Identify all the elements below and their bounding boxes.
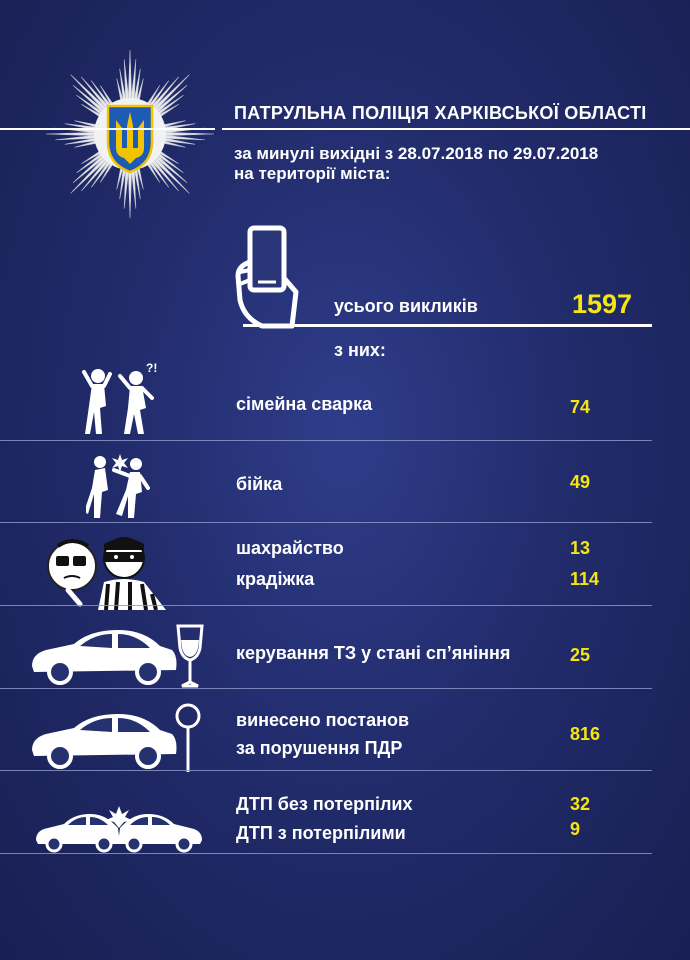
fight-icon <box>86 448 150 520</box>
row-label-theft: крадіжка <box>236 569 315 589</box>
row-divider <box>0 522 652 523</box>
row-label-crash-no-injuries: ДТП без потерпілих <box>236 794 413 814</box>
phone-hand-icon <box>232 222 304 332</box>
of-them-label: з них: <box>334 340 386 360</box>
row-label-violations-line1: винесено постанов <box>236 710 410 730</box>
row-value-fraud: 13 <box>570 538 591 558</box>
row-value-fight: 49 <box>570 472 591 492</box>
car-crash-icon <box>34 806 204 856</box>
road-sign-car-icon <box>28 702 208 774</box>
subtitle-period: за минулі вихідні з 28.07.2018 по 29.07.2018 <box>234 144 599 163</box>
row-label-drunk-driving: керування ТЗ у стані сп’яніння <box>236 643 511 663</box>
row-label-fraud: шахрайство <box>236 538 344 558</box>
total-divider <box>243 324 652 327</box>
row-label-fight: бійка <box>236 474 283 494</box>
row-value-crash-no-injuries: 32 <box>570 794 591 814</box>
quarrel-icon <box>82 362 162 438</box>
thief-icon <box>42 528 170 610</box>
total-calls-label: усього викликів <box>334 296 478 316</box>
subtitle-location: на території міста: <box>234 164 391 183</box>
row-value-crash-injuries: 9 <box>570 819 581 839</box>
row-divider <box>0 688 652 689</box>
police-star-emblem-icon <box>42 42 218 222</box>
row-value-drunk-driving: 25 <box>570 645 591 665</box>
header-line-right <box>222 128 690 130</box>
drunk-driving-icon <box>28 622 208 690</box>
row-label-violations-line2: за порушення ПДР <box>236 738 403 758</box>
total-calls-value: 1597 <box>572 289 633 319</box>
row-divider <box>0 770 652 771</box>
row-value-theft: 114 <box>570 569 600 589</box>
row-divider <box>0 605 652 606</box>
header-line-left <box>0 128 215 130</box>
row-divider <box>0 440 652 441</box>
row-value-violations: 816 <box>570 724 601 744</box>
row-divider <box>0 853 652 854</box>
page-title: ПАТРУЛЬНА ПОЛІЦІЯ ХАРКІВСЬКОЇ ОБЛАСТІ <box>234 103 647 123</box>
row-value-family-quarrel: 74 <box>570 397 591 417</box>
row-label-family-quarrel: сімейна сварка <box>236 394 373 414</box>
svg-text:?!: ?! <box>146 362 158 375</box>
row-label-crash-injuries: ДТП з потерпілими <box>236 823 406 843</box>
